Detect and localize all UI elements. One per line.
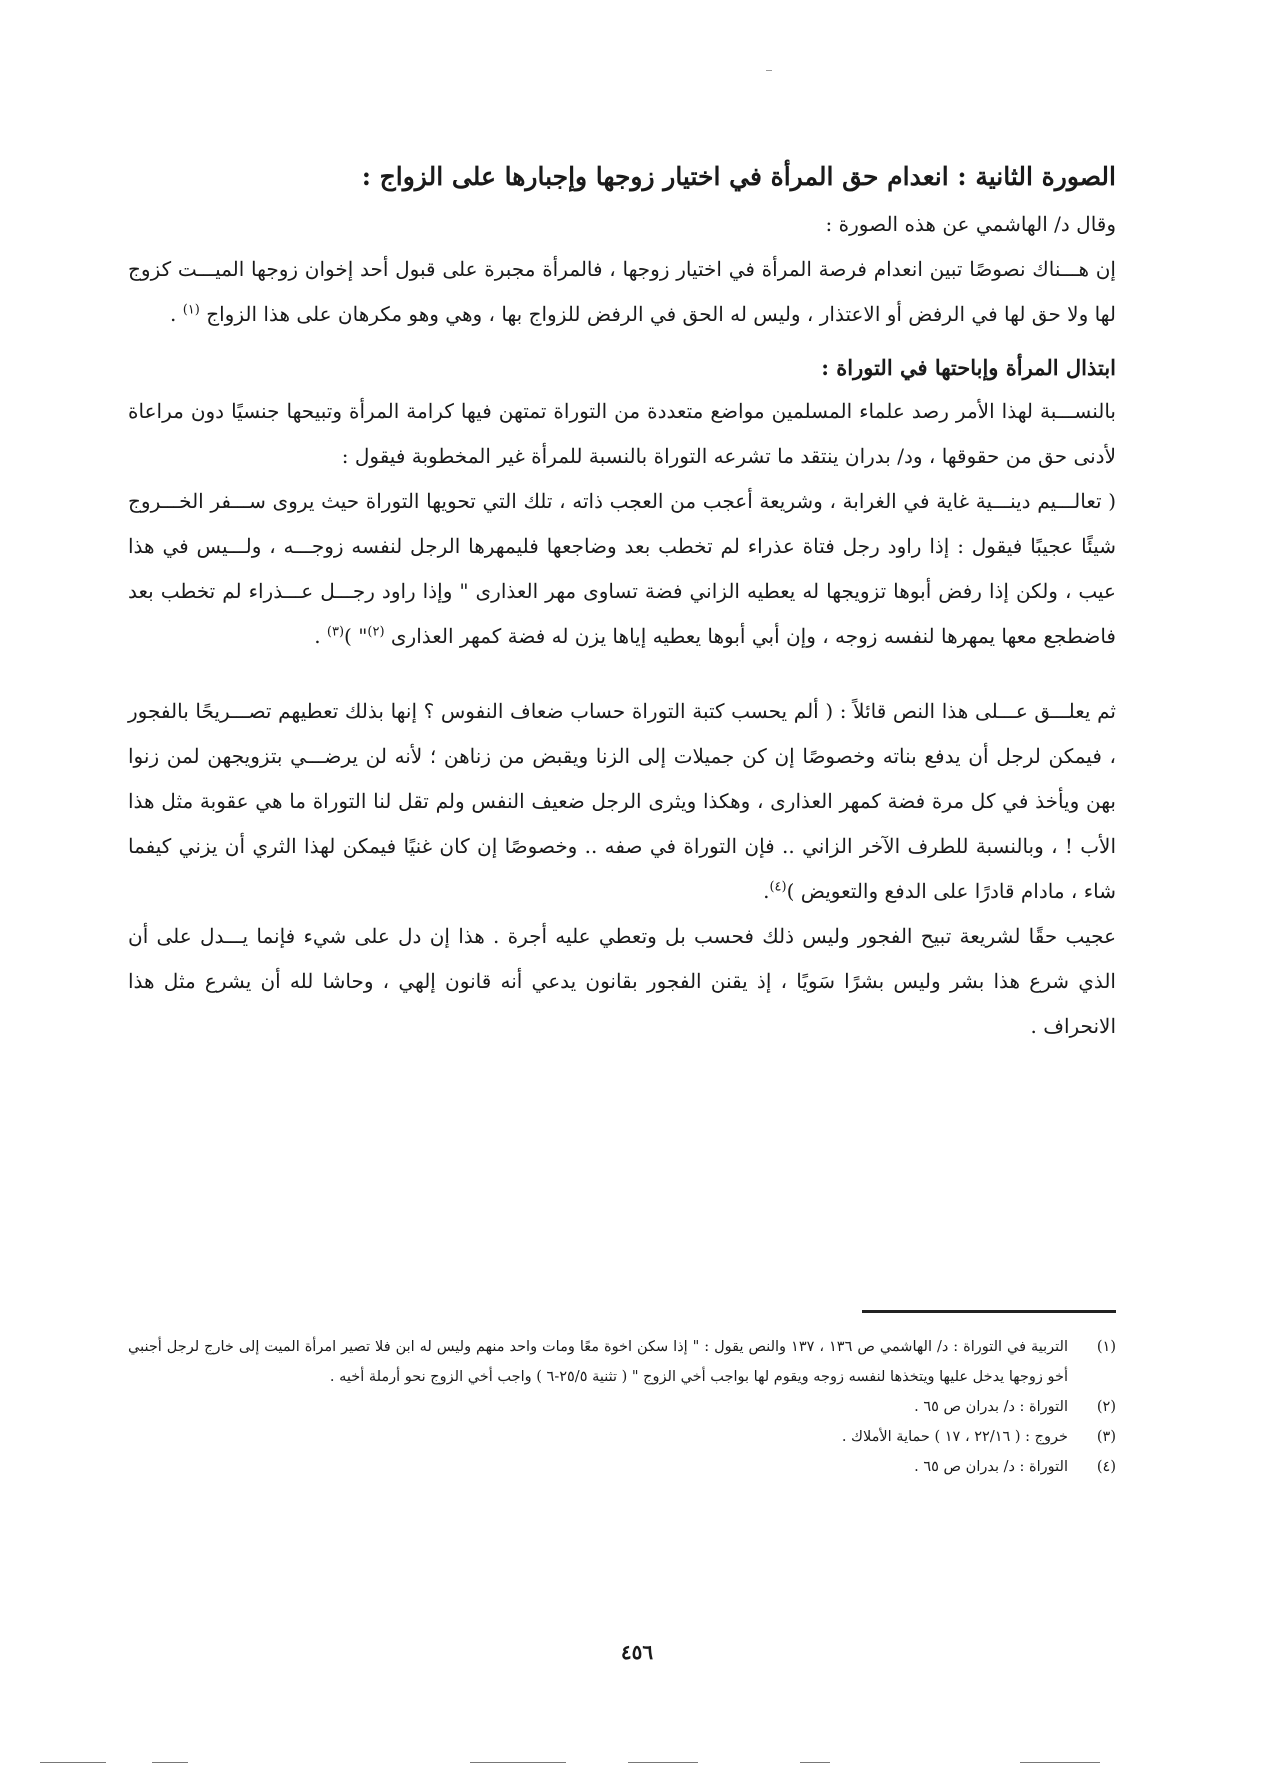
footnote-number: (٣) <box>1096 1429 1116 1445</box>
paragraph-1-text: إن هـــناك نصوصًا تبين انعدام فرصة المرأة في اختيار زوجها ، فالمرأة مجبرة على قبول أحد إخوان زوجها الميـــت كزوج لها ولا حق لها في الرفض أو الاعتذار ، وليس له الحق في الرفض للزواج بها ، وهي وهو مكرهان على هذا الزواج <box>128 257 1116 326</box>
footnote-ref-3: (٣) <box>326 624 345 640</box>
main-text <box>128 160 1116 1049</box>
paragraph-3-mid: " ) <box>344 624 368 648</box>
footnote-number: (٤) <box>1096 1459 1116 1475</box>
footnote-number: (١) <box>1096 1339 1116 1355</box>
paragraph-3 <box>128 479 1116 659</box>
scan-edge-mark <box>800 1762 830 1763</box>
footnote-text: خروج : ( ٢٢/١٦ ، ١٧ ) حماية الأملاك . <box>841 1429 1068 1445</box>
scan-edge-mark <box>470 1762 566 1763</box>
footnote <box>128 1332 1116 1392</box>
scan-edge-mark <box>40 1762 106 1763</box>
footnote-ref-4: (٤) <box>769 879 787 895</box>
footnotes <box>128 1332 1116 1482</box>
scan-edge-mark <box>628 1762 698 1763</box>
intro-line: وقال د/ الهاشمي عن هذه الصورة : <box>825 212 1116 236</box>
footnote-text: التربية في التوراة : د/ الهاشمي ص ١٣٦ ، ١٣٧ والنص يقول : " إذا سكن اخوة معًا ومات واحد منهم وليس له ابن فلا تصير امرأة الميت إلى خارج لرجل أجنبي أخو زوجها يدخل عليها ويتخذها لنفسه زوجه ويقوم لها بواجب أخي الزوج " ( تثنية ٢٥/٥-٦ ) واجب أخي الزوج نحو أرملة أخيه . <box>128 1339 1068 1385</box>
footnote <box>128 1422 1116 1452</box>
scan-edge-mark <box>152 1762 188 1763</box>
paragraph-5: عجيب حقًا لشريعة تبيح الفجور وليس ذلك فحسب بل وتعطي عليه أجرة . هذا إن دل على شيء فإنما يـــدل على أن الذي شرع هذا بشر وليس بشرًا سَويًا ، إذ يقنن الفجور بقانون يدعي أنه قانون إلهي ، وحاشا لله أن يشرع مثل هذا الانحراف . <box>128 924 1116 1038</box>
paragraph-2: بالنســـبة لهذا الأمر رصد علماء المسلمين مواضع متعددة من التوراة تمتهن فيها كرامة المرأة وتبيحها جنسيًا دون مراعاة لأدنى حق من حقوقها ، ود/ بدران ينتقد ما تشرعه التوراة بالنسبة للمرأة غير المخطوبة فيقول : <box>128 399 1116 468</box>
footnote-ref-1: (١) <box>182 302 200 318</box>
paragraph-3-end: . <box>314 624 327 648</box>
scan-edge-mark <box>1020 1762 1100 1763</box>
paragraph-4-end: . <box>763 879 770 903</box>
footnote <box>128 1452 1116 1482</box>
footnote-text: التوراة : د/ بدران ص ٦٥ . <box>914 1399 1068 1415</box>
footnote-number: (٢) <box>1096 1399 1116 1415</box>
footnote <box>128 1392 1116 1422</box>
scan-dot <box>766 70 772 71</box>
footnote-text: التوراة : د/ بدران ص ٦٥ . <box>914 1459 1068 1475</box>
paragraph-3-text: ( تعالـــيم دينـــية غاية في الغرابة ، وشريعة أعجب من العجب ذاته ، تلك التي تحويها التوراة حيث يروى ســـفر الخـــروج شيئًا عجيبًا فيقول : إذا راود رجل فتاة عذراء لم تخطب بعد وضاجعها فليمهرها الرجل لنفسه زوجـــه ، ولـــيس في هذا عيب ، ولكن إذا رفض أبوها تزويجها له يعطيه الزاني فضة تساوى مهر العذارى " وإذا راود رجـــل عـــذراء لم تخطب بعد فاضطجع معها يمهرها لنفسه زوجه ، وإن أبي أبوها يعطيه إياها يزن له فضة كمهر العذارى <box>128 489 1116 648</box>
paragraph-1-end: . <box>170 302 183 326</box>
paragraph-4 <box>128 689 1116 914</box>
section-heading: الصورة الثانية : انعدام حق المرأة في اختيار زوجها وإجبارها على الزواج : <box>361 162 1116 191</box>
paragraph-4-text: ثم يعلـــق عـــلى هذا النص قائلاً : ( ألم يحسب كتبة التوراة حساب ضعاف النفوس ؟ إنها بذلك تعطيهم تصـــريحًا بالفجور ، فيمكن لرجل أن يدفع بناته وخصوصًا إن كن جميلات إلى الزنا ويقبض من زناهن ؛ لأنه لن يرضـــي بتزويجهن لمن زنوا بهن ويأخذ في كل مرة فضة كمهر العذارى ، وهكذا ويثرى الرجل ضعيف النفس ولم تقل لنا التوراة ما هي عقوبة مثل هذا الأب ! ، وبالنسبة للطرف الآخر الزاني .. فإن التوراة في صفه .. وخصوصًا إن كان غنيًا فيمكن لهذا الثري أن يزني كيفما شاء ، مادام قادرًا على الدفع والتعويض ) <box>128 699 1116 903</box>
footnote-divider <box>862 1310 1116 1313</box>
footnote-ref-2: (٢) <box>367 624 385 640</box>
subsection-heading: ابتذال المرأة وإباحتها في التوراة : <box>821 355 1116 380</box>
paragraph-1 <box>128 247 1116 337</box>
page-number: ٤٥٦ <box>620 1640 654 1664</box>
